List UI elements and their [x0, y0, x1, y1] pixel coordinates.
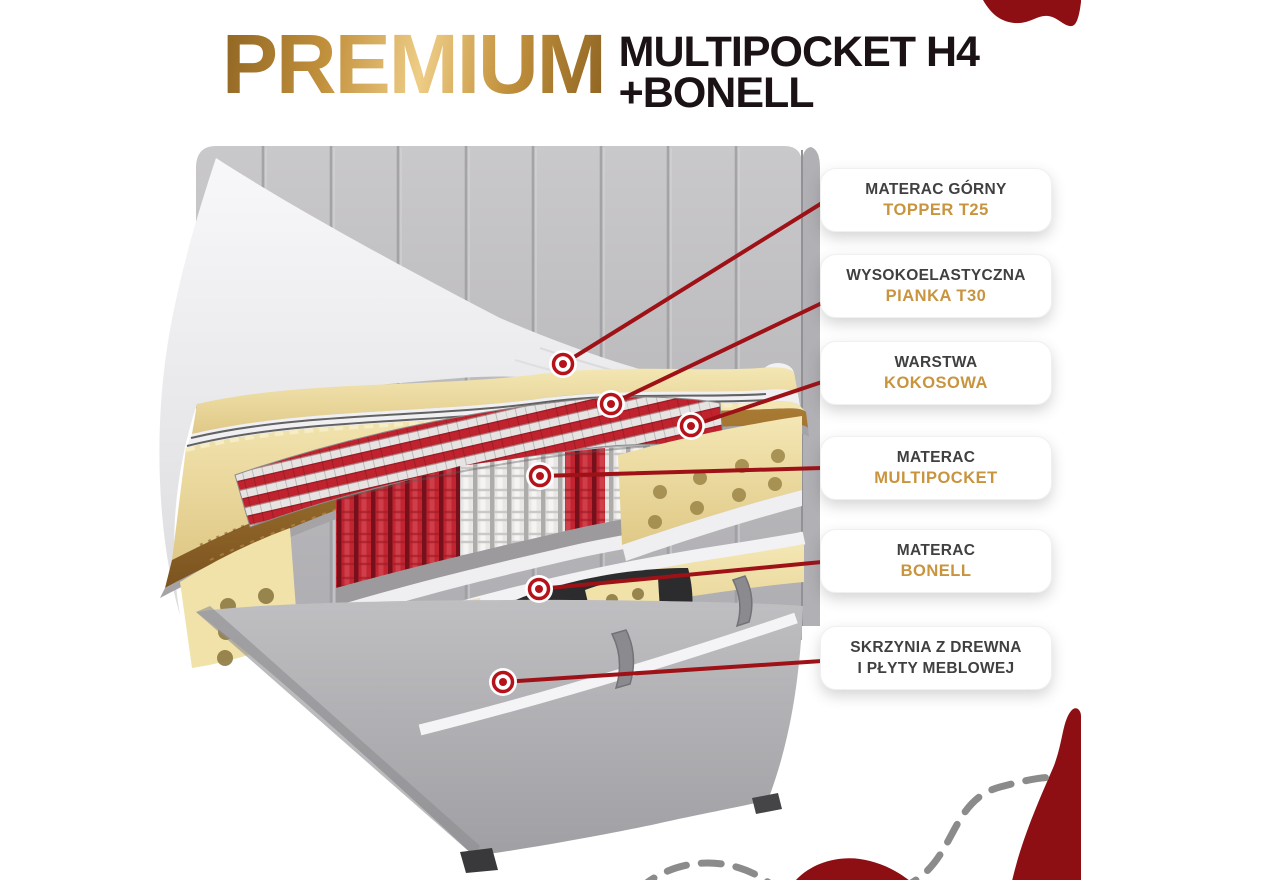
target-marker-icon: [549, 350, 577, 378]
bottom-wave-blob: [795, 858, 910, 880]
callout-label-box: [820, 626, 1052, 690]
target-marker-icon: [526, 462, 554, 490]
brand-title: PREMIUM: [222, 17, 605, 111]
product-title-line2: +BONELL: [618, 69, 814, 117]
callout-label-line2: KOKOSOWA: [884, 374, 988, 392]
target-marker-icon: [489, 668, 517, 696]
callout-label-line2: BONELL: [900, 562, 972, 580]
callout-label-line2: I PŁYTY MEBLOWEJ: [857, 660, 1015, 677]
callout-label-topper: [820, 168, 1052, 232]
target-marker-icon: [525, 575, 553, 603]
callout-label-hr-foam: [820, 254, 1052, 318]
storage-box: [196, 576, 803, 873]
callout-label-line2: PIANKA T30: [885, 287, 987, 305]
callout-label-coconut: [820, 341, 1052, 405]
callout-label-line2: MULTIPOCKET: [874, 469, 998, 487]
top-right-blob: [983, 0, 1081, 26]
callout-label-multipocket: [820, 436, 1052, 500]
callout-label-line1: SKRZYNIA Z DREWNA: [850, 639, 1022, 656]
bed-foot: [460, 848, 498, 873]
bottom-right-blob: [1012, 708, 1081, 880]
callout-label-line1: WYSOKOELASTYCZNA: [846, 267, 1026, 284]
callout-label-line1: MATERAC GÓRNY: [865, 181, 1007, 198]
header: [222, 17, 979, 117]
target-marker-icon: [677, 412, 705, 440]
callout-label-bonell: [820, 529, 1052, 593]
callout-label-line2: TOPPER T25: [883, 201, 989, 219]
target-marker-icon: [597, 390, 625, 418]
product-title-line1: MULTIPOCKET H4: [618, 28, 979, 76]
product-title: [618, 28, 979, 117]
callout-label-line1: MATERAC: [896, 449, 976, 466]
callout-label-line1: MATERAC: [896, 542, 976, 559]
callout-label-line1: WARSTWA: [894, 354, 978, 371]
